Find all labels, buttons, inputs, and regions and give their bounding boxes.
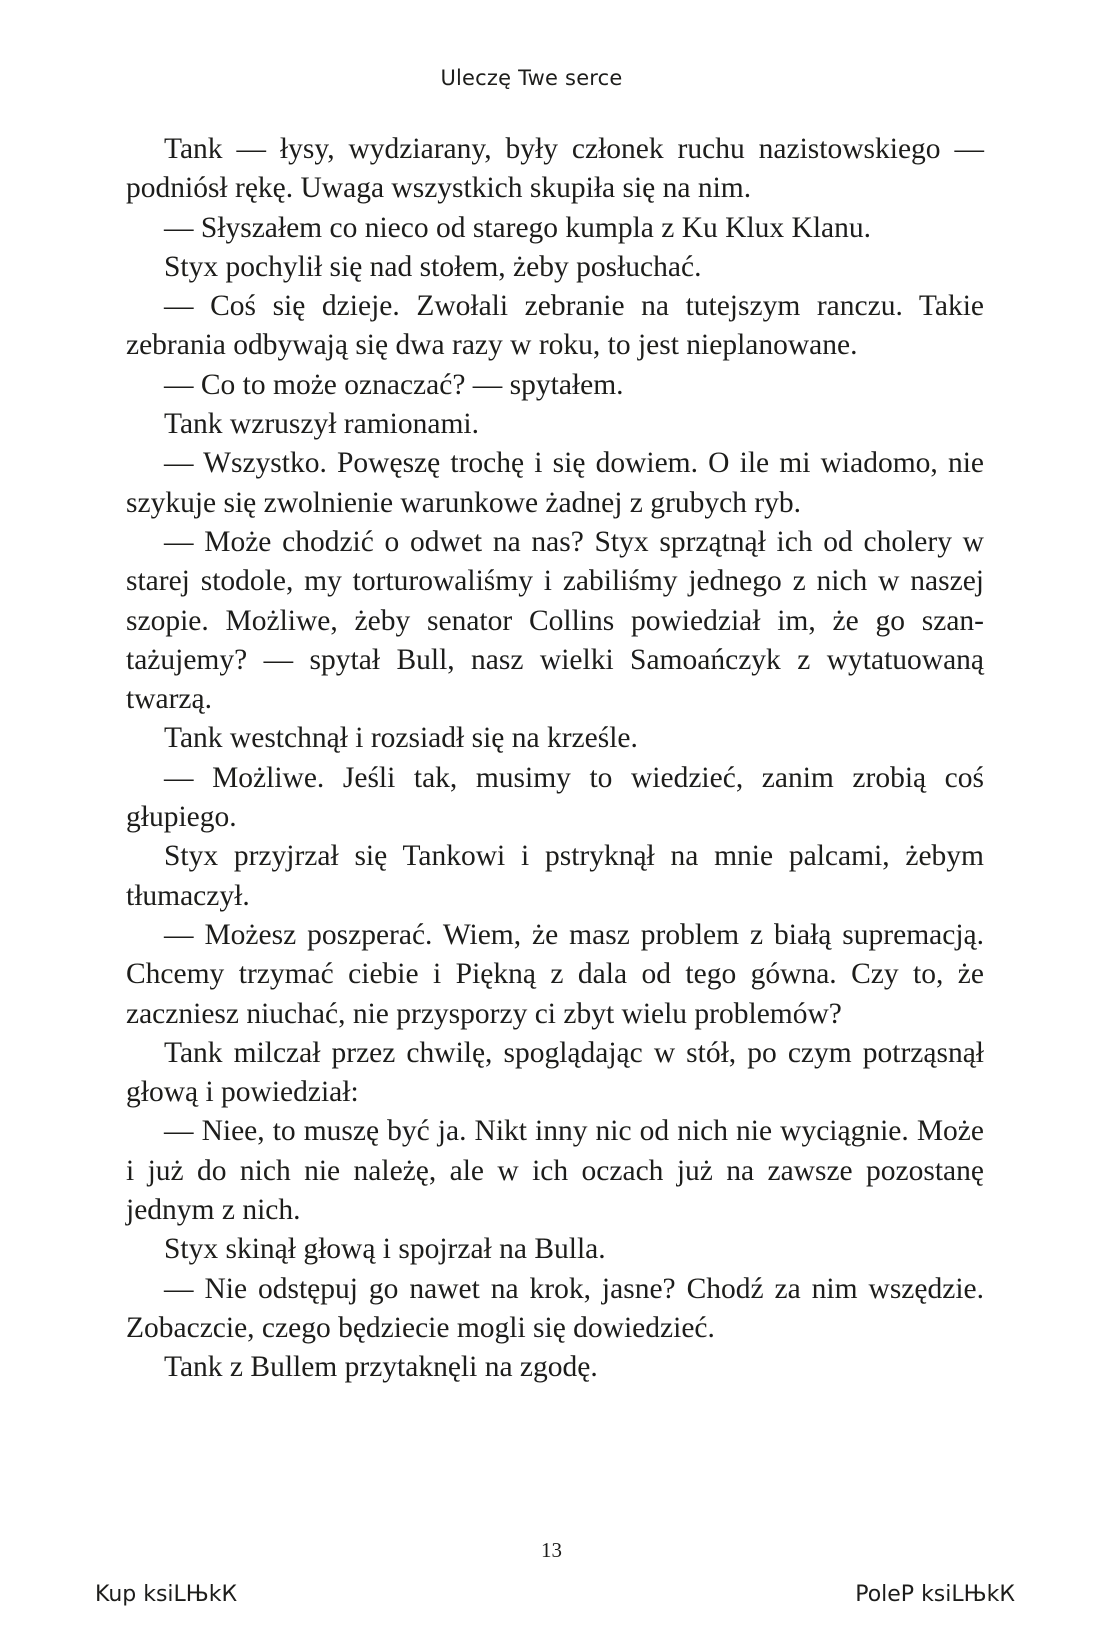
paragraph: Tank — łysy, wydziarany, były członek ruchu nazistowskiego — podniósł rękę. Uwaga wszystkich skupiła się na nim. (126, 133, 984, 205)
recommend-book-link[interactable]: PoleР ksiLЊkК (855, 1582, 1015, 1607)
paragraph: Styx przyjrzał się Tankowi i pstryknął na mnie palcami, żebym tłumaczył. (126, 840, 984, 912)
paragraph: Styx skinął głową i spojrzał na Bulla. (164, 1233, 606, 1266)
paragraph: Tank milczał przez chwilę, spoglądając w stół, po czym potrząsnął głową i powiedział: (126, 1036, 984, 1109)
paragraph: — Co to może oznaczać? — spytałem. (164, 368, 624, 401)
paragraph: Tank wzruszył ramionami. (164, 408, 479, 441)
paragraph: — Wszystko. Powęszę trochę i się dowiem. O ile mi wiadomo, nie szykuje się zwolnienie warunkowe żadnej z grubych ryb. (126, 447, 984, 519)
buy-book-link[interactable]: Kup ksiLЊkК (95, 1582, 238, 1607)
paragraph: Styx pochylił się nad stołem, żeby posłuchać. (164, 250, 702, 283)
paragraph: — Coś się dzieje. Zwołali zebranie na tutejszym ranczu. Takie zebrania odbywają się dwa razy w roku, to jest nieplanowane. (126, 290, 984, 362)
paragraph: — Niee, to muszę być ja. Nikt inny nic od nich nie wyciągnie. Może i już do nich nie należę, ale w ich oczach już na zawsze pozostanę jednym z nich. (126, 1115, 984, 1227)
paragraph: — Możliwe. Jeśli tak, musimy to wiedzieć, zanim zrobią coś głupiego. (126, 761, 984, 834)
running-title: Uleczę Twe serce (440, 66, 623, 90)
paragraph: — Nie odstępuj go nawet na krok, jasne? Chodź za nim wszędzie. Zobaczcie, czego będziecie mogli się dowiedzieć. (126, 1272, 984, 1344)
page-number: 13 (541, 1538, 562, 1562)
paragraph: — Może chodzić o odwet na nas? Styx sprzątnął ich od cholery w starej stodole, my torturowaliśmy i zabiliśmy jednego z nich w naszej szopie. Możliwe, żeby senator Collins powiedział im, że go szantażujemy? — spytał Bull, nasz wielki Samoańczyk z wytatuowaną twarzą. (126, 525, 984, 716)
paragraph: Tank z Bullem przytaknęli na zgodę. (164, 1351, 598, 1384)
chapter-text (126, 130, 984, 1388)
paragraph: Tank westchnął i rozsiadł się na krześle. (164, 722, 638, 755)
paragraph: — Słyszałem co nieco od starego kumpla z Ku Klux Klanu. (164, 211, 872, 244)
paragraph: — Możesz poszperać. Wiem, że masz problem z białą supremacją. Chcemy trzymać ciebie i Piękną z dala od tego gówna. Czy to, że zaczniesz niuchać, nie przysporzy ci zbyt wielu problemów? (126, 918, 984, 1030)
